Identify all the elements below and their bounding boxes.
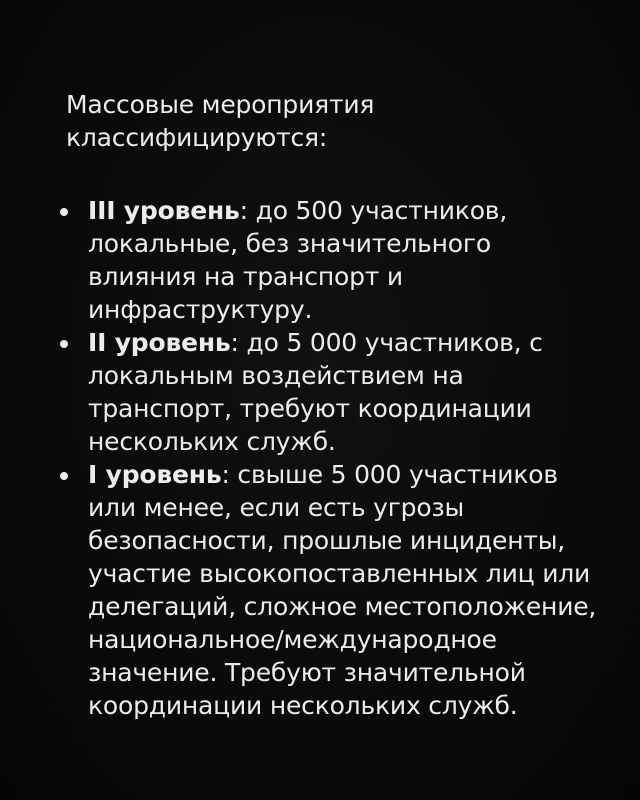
- level-description: : до 500 участников, локальные, без значительного влияния на транспорт и инфраструктуру.: [88, 196, 508, 324]
- level-item-1: [66, 458, 606, 722]
- level-description: : свыше 5 000 участников или менее, если есть угрозы безопасности, прошлые инциденты, участие высокопоставленных лиц или делегаций, сложное местоположение, национальное/международное значение. Требуют значительной координации нескольких служб.: [88, 460, 597, 720]
- intro-text: Массовые мероприятия классифицируются:: [66, 90, 375, 152]
- level-item-2: [66, 326, 606, 458]
- levels-list: [66, 194, 606, 722]
- level-item-3: [66, 194, 606, 326]
- level-title: I уровень: [88, 460, 222, 489]
- level-title: III уровень: [88, 196, 240, 225]
- bullet-icon: [60, 340, 68, 348]
- level-description: : до 5 000 участников, с локальным воздействием на транспорт, требуют координации нескольких служб.: [88, 328, 543, 456]
- level-title: II уровень: [88, 328, 231, 357]
- bullet-icon: [60, 472, 68, 480]
- slide-content: [66, 88, 606, 722]
- bullet-icon: [60, 208, 68, 216]
